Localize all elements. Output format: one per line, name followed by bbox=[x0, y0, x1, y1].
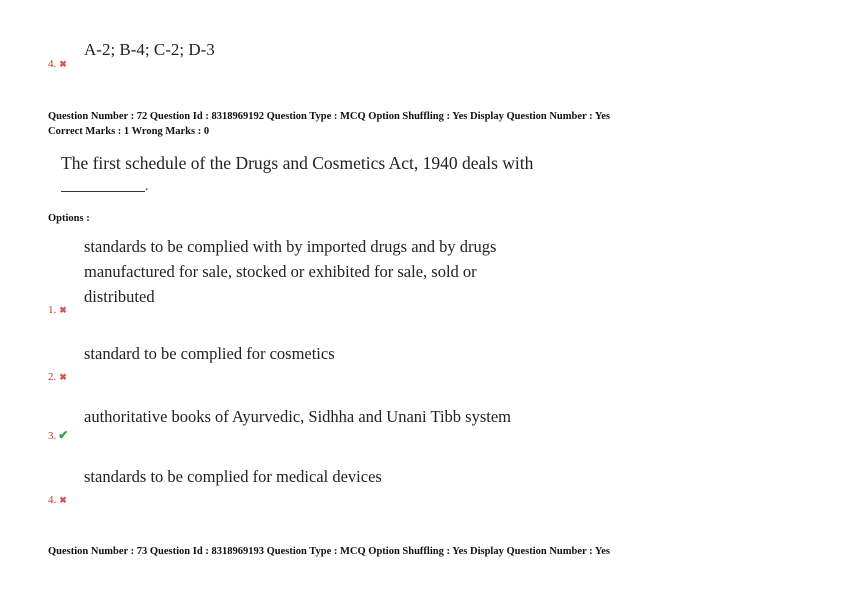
next-question-meta-line: Question Number : 73 Question Id : 8318969193 Question Type : MCQ Option Shuffling : Yes Display Question Number : Yes bbox=[48, 546, 611, 557]
option-number-label: 4. bbox=[48, 58, 57, 70]
option-line: standard to be complied for cosmetics bbox=[84, 344, 335, 363]
option-2-number bbox=[48, 371, 67, 383]
option-1-text bbox=[84, 234, 496, 309]
cross-icon: ✖ bbox=[59, 305, 67, 315]
blank-suffix: . bbox=[145, 179, 149, 194]
option-number-label: 4. bbox=[48, 494, 57, 506]
option-number-label: 2. bbox=[48, 371, 57, 383]
option-line: standards to be complied for medical devices bbox=[84, 467, 382, 486]
option-1-number bbox=[48, 304, 67, 316]
check-icon: ✔ bbox=[58, 428, 69, 442]
answer-blank bbox=[61, 179, 149, 194]
option-line: standards to be complied with by imported drugs and by drugs bbox=[84, 237, 497, 256]
cross-icon: ✖ bbox=[59, 372, 67, 382]
option-number-label: 3. bbox=[48, 430, 57, 442]
option-line: authoritative books of Ayurvedic, Sidhha and Unani Tibb system bbox=[84, 407, 511, 426]
question-text: The first schedule of the Drugs and Cosmetics Act, 1940 deals with bbox=[61, 153, 534, 173]
blank-line bbox=[61, 191, 145, 192]
question-marks-line: Correct Marks : 1 Wrong Marks : 0 bbox=[48, 126, 210, 137]
option-3-text bbox=[84, 404, 511, 429]
option-line: distributed bbox=[84, 287, 155, 306]
option-2-text bbox=[84, 341, 335, 366]
previous-option-number bbox=[48, 58, 67, 70]
option-3-number bbox=[48, 428, 68, 443]
previous-option-text: A-2; B-4; C-2; D-3 bbox=[84, 40, 215, 59]
cross-icon: ✖ bbox=[59, 495, 67, 505]
option-4-number bbox=[48, 494, 67, 506]
options-label: Options : bbox=[48, 213, 90, 224]
cross-icon: ✖ bbox=[59, 59, 67, 69]
question-meta-line: Question Number : 72 Question Id : 8318969192 Question Type : MCQ Option Shuffling : Yes Display Question Number : Yes bbox=[48, 111, 611, 122]
option-line: manufactured for sale, stocked or exhibited for sale, sold or bbox=[84, 262, 477, 281]
option-number-label: 1. bbox=[48, 304, 57, 316]
option-4-text bbox=[84, 464, 382, 489]
